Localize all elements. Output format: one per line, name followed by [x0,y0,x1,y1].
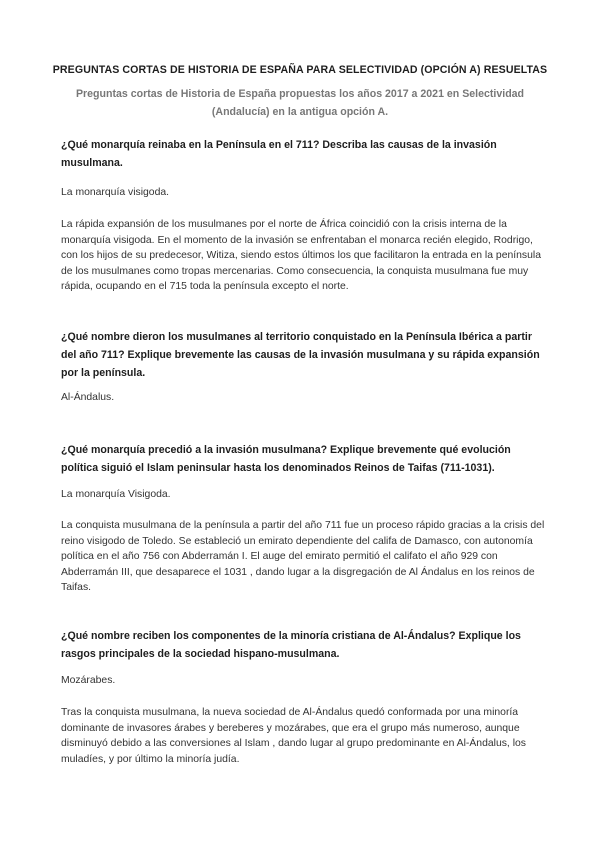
short-answer-2: Al-Ándalus. [61,392,115,403]
explanation-3: La conquista musulmana de la península a partir del año 711 fue un proceso rápido gracias a la crisis del reino visigodo de Toledo. Se estableció un emirato dependiente del califa de Damasco, con autonomía política en el año 756 con Abderramán I. El auge del emirato permitió el califato el año 929 con Abderramán III, que desaparece el 1031 , dando lugar a la disgregación de Al Ándalus en los reinos de Taifas. [61,520,545,594]
short-answer-4: Mozárabes. [61,675,116,686]
question-3: ¿Qué monarquía precedió a la invasión musulmana? Explique brevemente qué evolución política siguió el Islam peninsular hasta los denominados Reinos de Taifas (711-1031). [61,444,511,474]
short-answer-3: La monarquía Visigoda. [61,489,171,500]
explanation-4: Tras la conquista musulmana, la nueva sociedad de Al-Ándalus quedó conformada por una minoría dominante de invasores árabes y bereberes y mozárabes, que era el grupo más numeroso, aunque disminuyó debido a las conversiones al Islam , dando lugar al grupo predominante en Al-Ándalus, los muladíes, y por último la minoría judía. [61,707,526,765]
document-subtitle: Preguntas cortas de Historia de España propuestas los años 2017 a 2021 en Selectividad (Andalucía) en la antigua opción A. [75,88,525,118]
short-answer-1: La monarquía visigoda. [61,187,170,198]
question-2: ¿Qué nombre dieron los musulmanes al territorio conquistado en la Península Ibérica a partir del año 711? Explique brevemente las causas de la invasión musulmana y su rápida expansión por la península. [61,331,540,379]
document-title: PREGUNTAS CORTAS DE HISTORIA DE ESPAÑA PARA SELECTIVIDAD (OPCIÓN A) RESUELTAS [52,64,548,76]
question-1: ¿Qué monarquía reinaba en la Península en el 711? Describa las causas de la invasión musulmana. [61,139,497,169]
explanation-1: La rápida expansión de los musulmanes por el norte de África coincidió con la crisis interna de la monarquía visigoda. En el momento de la invasión se enfrentaban el monarca recién elegido, Rodrigo, con los hijos de su predecesor, Witiza, siendo estos últimos los que facilitaron la entrada en la península de los musulmanes como tropas mercenarias. Como consecuencia, la conquista musulmana fue muy rápida, ocupando en el 715 toda la península excepto el norte. [61,219,541,293]
question-4: ¿Qué nombre reciben los componentes de la minoría cristiana de Al-Ándalus? Explique los rasgos principales de la sociedad hispano-musulmana. [61,630,521,660]
